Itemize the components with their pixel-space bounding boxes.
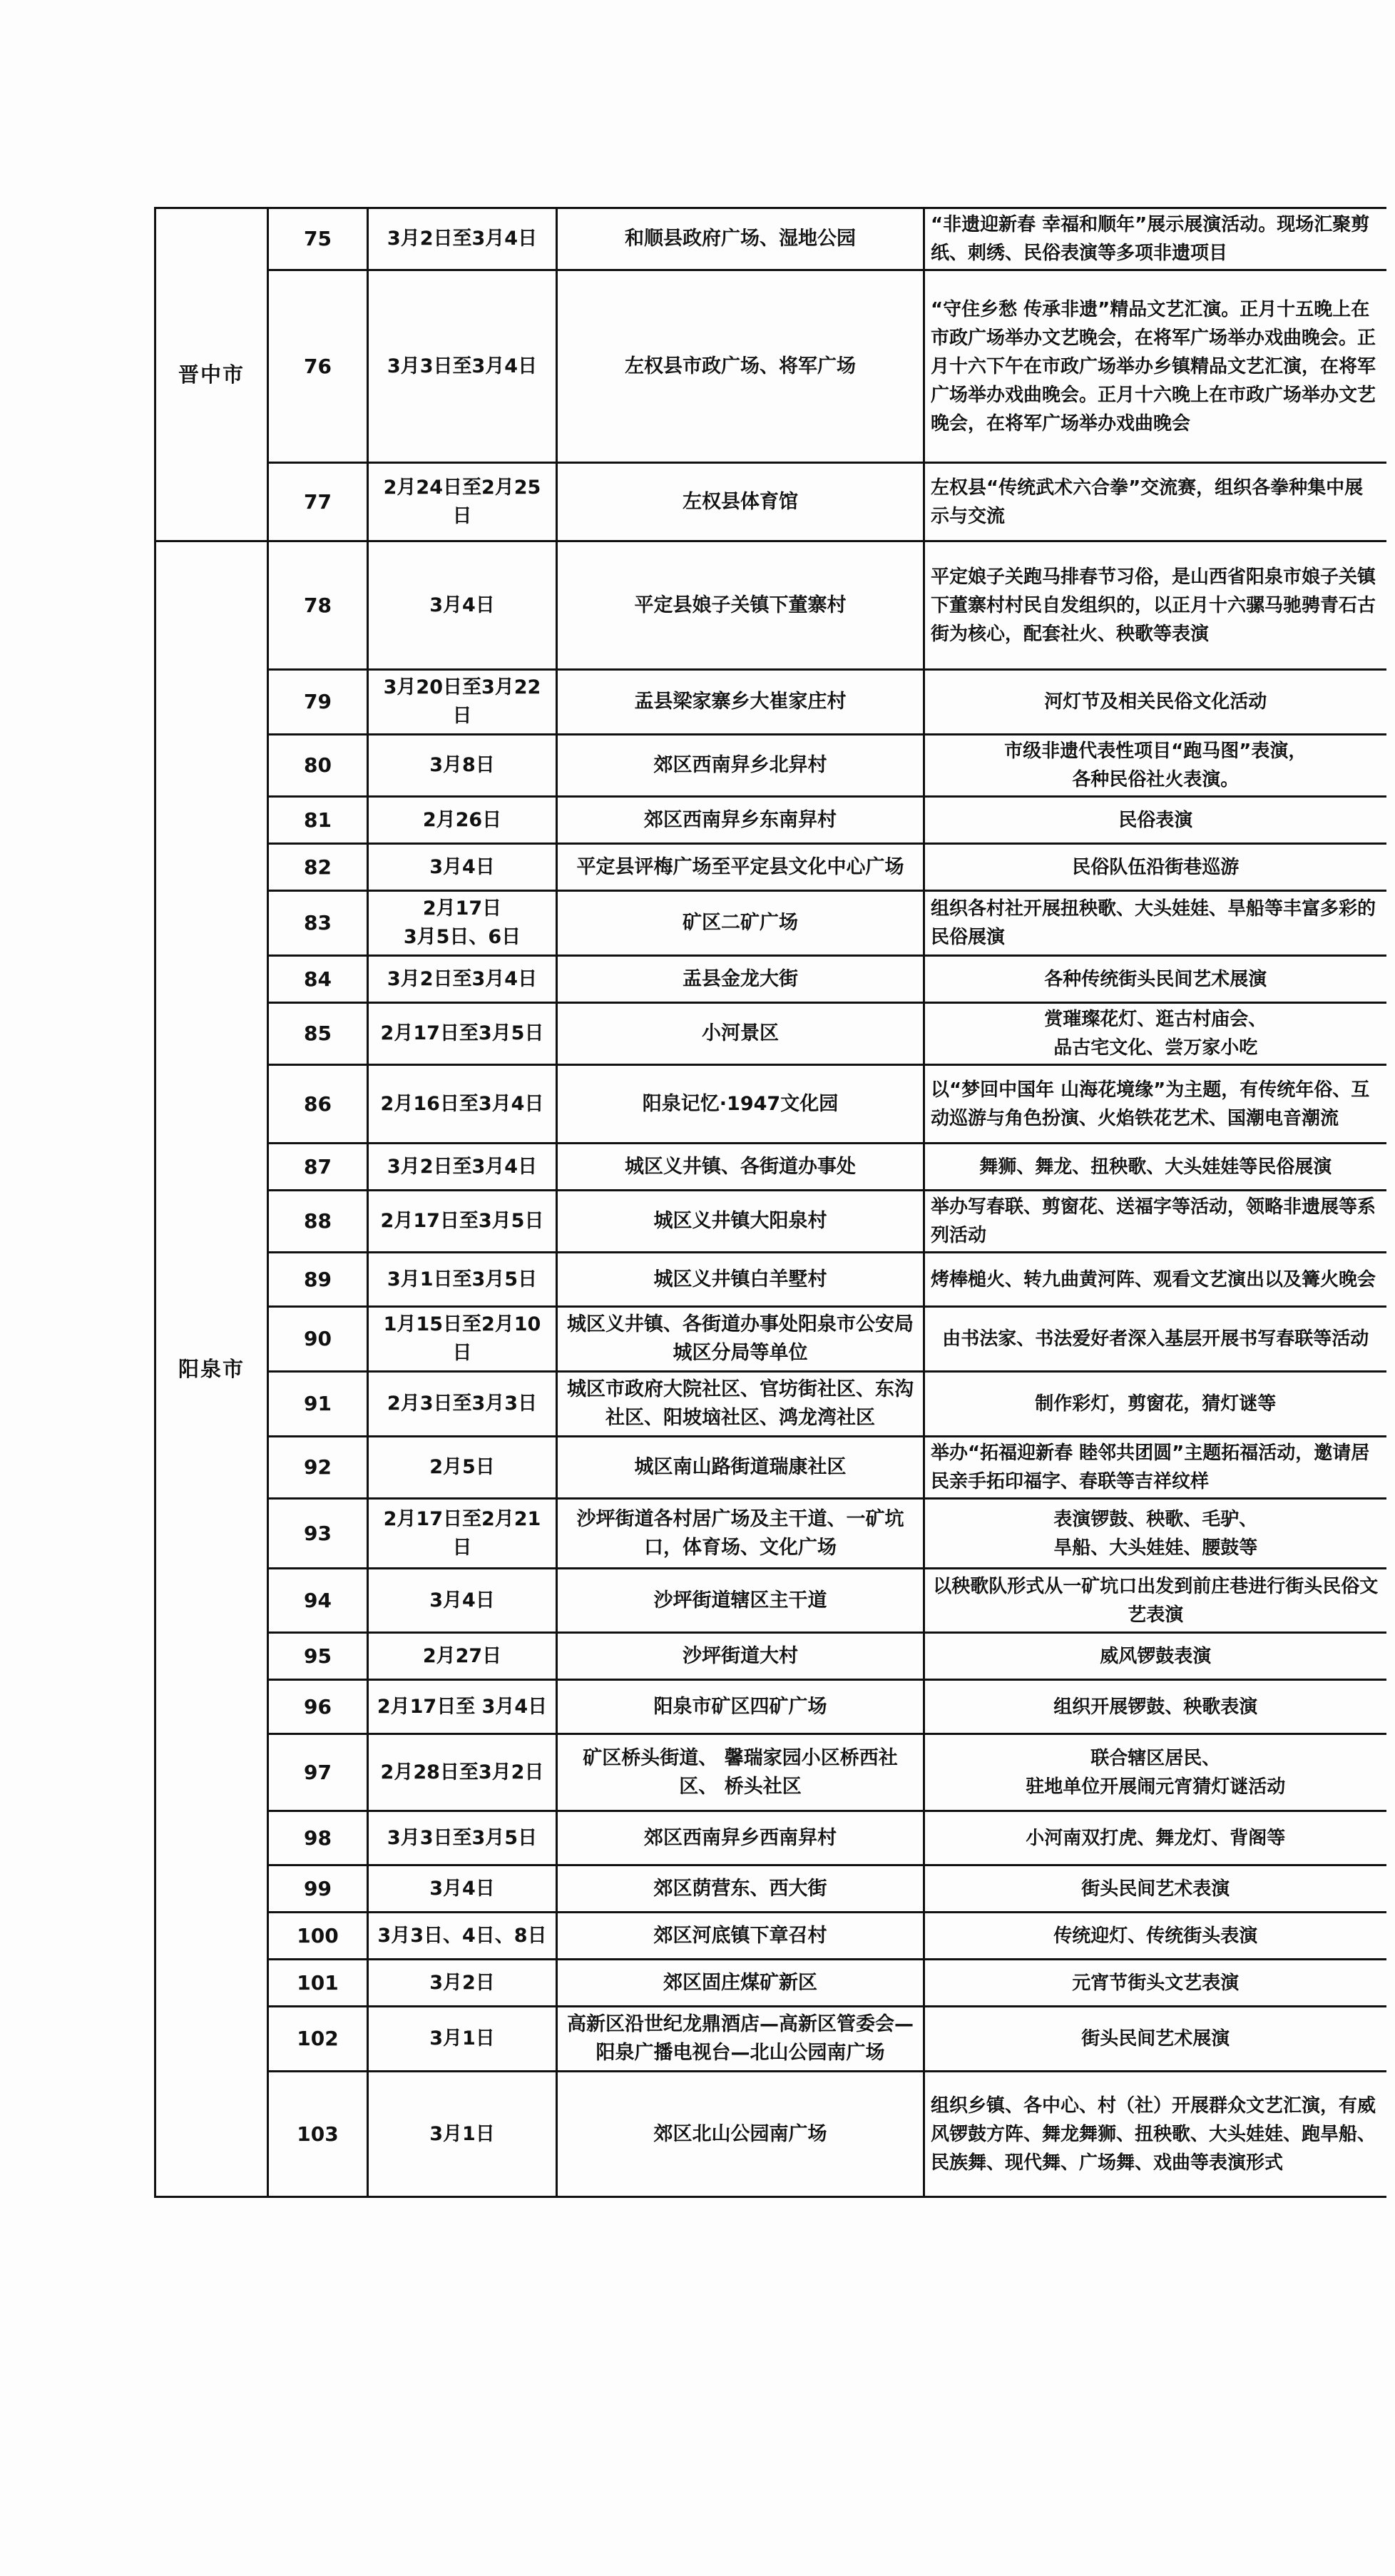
venue-cell: 郊区固庄煤矿新区: [557, 1960, 924, 2007]
table-row: [155, 1499, 1386, 1569]
table-row: [155, 2007, 1386, 2072]
row-number-cell: 92: [268, 1437, 368, 1499]
table-row: [155, 1003, 1386, 1065]
row-number-cell: 97: [268, 1734, 368, 1811]
table-row: [155, 1913, 1386, 1960]
table-row: [155, 735, 1386, 797]
row-number-cell: 79: [268, 670, 368, 735]
venue-cell: 左权县体育馆: [557, 463, 924, 541]
date-cell: 3月4日: [368, 1865, 557, 1913]
table-row: [155, 1253, 1386, 1307]
table-row: [155, 1569, 1386, 1633]
venue-cell: 城区南山路街道瑞康社区: [557, 1437, 924, 1499]
date-cell: 2月17日至3月5日: [368, 1191, 557, 1253]
table-row: [155, 797, 1386, 844]
table-row: [155, 270, 1386, 463]
venue-cell: 城区义井镇白羊墅村: [557, 1253, 924, 1307]
date-cell: 3月2日至3月4日: [368, 208, 557, 270]
date-cell: 3月1日至3月5日: [368, 1253, 557, 1307]
venue-cell: 沙坪街道辖区主干道: [557, 1569, 924, 1633]
row-number-cell: 100: [268, 1913, 368, 1960]
activity-cell: “守住乡愁 传承非遗”精品文艺汇演。正月十五晚上在市政广场举办文艺晚会，在将军广场举办戏曲晚会。正月十六下午在市政广场举办乡镇精品文艺汇演，在将军广场举办戏曲晚会。正月十六晚上在市政广场举办文艺晚会，在将军广场举办戏曲晚会: [924, 270, 1386, 463]
row-number-cell: 88: [268, 1191, 368, 1253]
activity-cell: 组织各村社开展扭秧歌、大头娃娃、旱船等丰富多彩的民俗展演: [924, 891, 1386, 956]
activity-cell: 市级非遗代表性项目“跑马图”表演， 各种民俗社火表演。: [924, 735, 1386, 797]
activity-cell: 民俗队伍沿街巷巡游: [924, 844, 1386, 891]
table-row: [155, 1811, 1386, 1865]
venue-cell: 平定县评梅广场至平定县文化中心广场: [557, 844, 924, 891]
city-cell: 阳泉市: [155, 541, 268, 2197]
row-number-cell: 78: [268, 541, 368, 670]
row-number-cell: 103: [268, 2072, 368, 2197]
row-number-cell: 93: [268, 1499, 368, 1569]
table-row: [155, 1734, 1386, 1811]
activity-cell: 平定娘子关跑马排春节习俗，是山西省阳泉市娘子关镇下董寨村村民自发组织的，以正月十六骡马驰骋青石古街为核心，配套社火、秧歌等表演: [924, 541, 1386, 670]
row-number-cell: 87: [268, 1144, 368, 1191]
activity-cell: 小河南双打虎、舞龙灯、背阁等: [924, 1811, 1386, 1865]
date-cell: 3月2日: [368, 1960, 557, 2007]
table-row: [155, 2072, 1386, 2197]
venue-cell: 郊区荫营东、西大街: [557, 1865, 924, 1913]
date-cell: 2月17日至 3月4日: [368, 1680, 557, 1734]
row-number-cell: 94: [268, 1569, 368, 1633]
table-row: [155, 1191, 1386, 1253]
activity-cell: 街头民间艺术展演: [924, 2007, 1386, 2072]
row-number-cell: 80: [268, 735, 368, 797]
row-number-cell: 75: [268, 208, 368, 270]
venue-cell: 阳泉记忆·1947文化园: [557, 1065, 924, 1144]
activity-cell: 舞狮、舞龙、扭秧歌、大头娃娃等民俗展演: [924, 1144, 1386, 1191]
venue-cell: 左权县市政广场、将军广场: [557, 270, 924, 463]
activity-cell: 河灯节及相关民俗文化活动: [924, 670, 1386, 735]
table-row: [155, 463, 1386, 541]
date-cell: 3月1日: [368, 2072, 557, 2197]
activity-cell: 街头民间艺术表演: [924, 1865, 1386, 1913]
table-row: [155, 1633, 1386, 1680]
activity-cell: 联合辖区居民、 驻地单位开展闹元宵猜灯谜活动: [924, 1734, 1386, 1811]
date-cell: 3月8日: [368, 735, 557, 797]
events-table: [154, 207, 1386, 2198]
date-cell: 3月4日: [368, 1569, 557, 1633]
table-row: [155, 541, 1386, 670]
venue-cell: 沙坪街道各村居广场及主干道、一矿坑口，体育场、文化广场: [557, 1499, 924, 1569]
date-cell: 3月3日、4日、8日: [368, 1913, 557, 1960]
activity-cell: 由书法家、书法爱好者深入基层开展书写春联等活动: [924, 1307, 1386, 1372]
activity-cell: 以“梦回中国年 山海花境缘”为主题，有传统年俗、互动巡游与角色扮演、火焰铁花艺术、国潮电音潮流: [924, 1065, 1386, 1144]
date-cell: 3月2日至3月4日: [368, 956, 557, 1003]
row-number-cell: 76: [268, 270, 368, 463]
row-number-cell: 95: [268, 1633, 368, 1680]
venue-cell: 城区义井镇、各街道办事处: [557, 1144, 924, 1191]
table-row: [155, 844, 1386, 891]
venue-cell: 小河景区: [557, 1003, 924, 1065]
table-row: [155, 1960, 1386, 2007]
venue-cell: 郊区北山公园南广场: [557, 2072, 924, 2197]
date-cell: 2月3日至3月3日: [368, 1372, 557, 1437]
date-cell: 3月4日: [368, 844, 557, 891]
row-number-cell: 98: [268, 1811, 368, 1865]
date-cell: 1月15日至2月10日: [368, 1307, 557, 1372]
row-number-cell: 77: [268, 463, 368, 541]
row-number-cell: 83: [268, 891, 368, 956]
date-cell: 3月2日至3月4日: [368, 1144, 557, 1191]
venue-cell: 盂县金龙大街: [557, 956, 924, 1003]
activity-cell: 举办“拓福迎新春 睦邻共团圆”主题拓福活动，邀请居民亲手拓印福字、春联等吉祥纹样: [924, 1437, 1386, 1499]
row-number-cell: 81: [268, 797, 368, 844]
events-table-body: [155, 208, 1386, 2197]
venue-cell: 城区义井镇大阳泉村: [557, 1191, 924, 1253]
venue-cell: 矿区桥头街道、 馨瑞家园小区桥西社区、 桥头社区: [557, 1734, 924, 1811]
date-cell: 2月17日至3月5日: [368, 1003, 557, 1065]
date-cell: 2月26日: [368, 797, 557, 844]
venue-cell: 郊区西南舁乡北舁村: [557, 735, 924, 797]
table-row: [155, 891, 1386, 956]
table-row: [155, 1680, 1386, 1734]
activity-cell: 组织开展锣鼓、秧歌表演: [924, 1680, 1386, 1734]
table-row: [155, 1865, 1386, 1913]
row-number-cell: 89: [268, 1253, 368, 1307]
table-row: [155, 956, 1386, 1003]
venue-cell: 高新区沿世纪龙鼎酒店—高新区管委会—阳泉广播电视台—北山公园南广场: [557, 2007, 924, 2072]
table-row: [155, 1307, 1386, 1372]
date-cell: 2月17日至2月21日: [368, 1499, 557, 1569]
activity-cell: 组织乡镇、各中心、村（社）开展群众文艺汇演，有威风锣鼓方阵、舞龙舞狮、扭秧歌、大头娃娃、跑旱船、民族舞、现代舞、广场舞、戏曲等表演形式: [924, 2072, 1386, 2197]
activity-cell: 以秧歌队形式从一矿坑口出发到前庄巷进行街头民俗文艺表演: [924, 1569, 1386, 1633]
date-cell: 2月5日: [368, 1437, 557, 1499]
venue-cell: 郊区西南舁乡东南舁村: [557, 797, 924, 844]
table-row: [155, 208, 1386, 270]
activity-cell: 左权县“传统武术六合拳”交流赛，组织各拳种集中展示与交流: [924, 463, 1386, 541]
row-number-cell: 96: [268, 1680, 368, 1734]
date-cell: 3月20日至3月22日: [368, 670, 557, 735]
row-number-cell: 102: [268, 2007, 368, 2072]
row-number-cell: 85: [268, 1003, 368, 1065]
activity-cell: 烤棒槌火、转九曲黄河阵、观看文艺演出以及篝火晚会: [924, 1253, 1386, 1307]
activity-cell: 赏璀璨花灯、逛古村庙会、 品古宅文化、尝万家小吃: [924, 1003, 1386, 1065]
date-cell: 3月3日至3月5日: [368, 1811, 557, 1865]
venue-cell: 平定县娘子关镇下董寨村: [557, 541, 924, 670]
row-number-cell: 101: [268, 1960, 368, 2007]
activity-cell: 表演锣鼓、秧歌、毛驴、 旱船、大头娃娃、腰鼓等: [924, 1499, 1386, 1569]
venue-cell: 沙坪街道大村: [557, 1633, 924, 1680]
venue-cell: 郊区西南舁乡西南舁村: [557, 1811, 924, 1865]
date-cell: 3月4日: [368, 541, 557, 670]
row-number-cell: 91: [268, 1372, 368, 1437]
row-number-cell: 84: [268, 956, 368, 1003]
venue-cell: 郊区河底镇下章召村: [557, 1913, 924, 1960]
venue-cell: 城区市政府大院社区、官坊街社区、东沟社区、阳坡垴社区、鸿龙湾社区: [557, 1372, 924, 1437]
activity-cell: 民俗表演: [924, 797, 1386, 844]
table-row: [155, 1372, 1386, 1437]
date-cell: 2月16日至3月4日: [368, 1065, 557, 1144]
date-cell: 3月1日: [368, 2007, 557, 2072]
activity-cell: 传统迎灯、传统街头表演: [924, 1913, 1386, 1960]
date-cell: 2月27日: [368, 1633, 557, 1680]
activity-cell: 威风锣鼓表演: [924, 1633, 1386, 1680]
activity-cell: “非遗迎新春 幸福和顺年”展示展演活动。现场汇聚剪纸、刺绣、民俗表演等多项非遗项目: [924, 208, 1386, 270]
date-cell: 2月17日 3月5日、6日: [368, 891, 557, 956]
date-cell: 2月24日至2月25日: [368, 463, 557, 541]
table-row: [155, 670, 1386, 735]
row-number-cell: 99: [268, 1865, 368, 1913]
venue-cell: 城区义井镇、各街道办事处阳泉市公安局城区分局等单位: [557, 1307, 924, 1372]
date-cell: 2月28日至3月2日: [368, 1734, 557, 1811]
activity-cell: 各种传统街头民间艺术展演: [924, 956, 1386, 1003]
venue-cell: 和顺县政府广场、湿地公园: [557, 208, 924, 270]
activity-cell: 元宵节街头文艺表演: [924, 1960, 1386, 2007]
row-number-cell: 90: [268, 1307, 368, 1372]
table-row: [155, 1144, 1386, 1191]
date-cell: 3月3日至3月4日: [368, 270, 557, 463]
row-number-cell: 86: [268, 1065, 368, 1144]
venue-cell: 矿区二矿广场: [557, 891, 924, 956]
venue-cell: 盂县梁家寨乡大崔家庄村: [557, 670, 924, 735]
row-number-cell: 82: [268, 844, 368, 891]
activity-cell: 制作彩灯，剪窗花，猜灯谜等: [924, 1372, 1386, 1437]
activity-cell: 举办写春联、剪窗花、送福字等活动，领略非遗展等系列活动: [924, 1191, 1386, 1253]
city-cell: 晋中市: [155, 208, 268, 541]
table-row: [155, 1065, 1386, 1144]
table-row: [155, 1437, 1386, 1499]
venue-cell: 阳泉市矿区四矿广场: [557, 1680, 924, 1734]
